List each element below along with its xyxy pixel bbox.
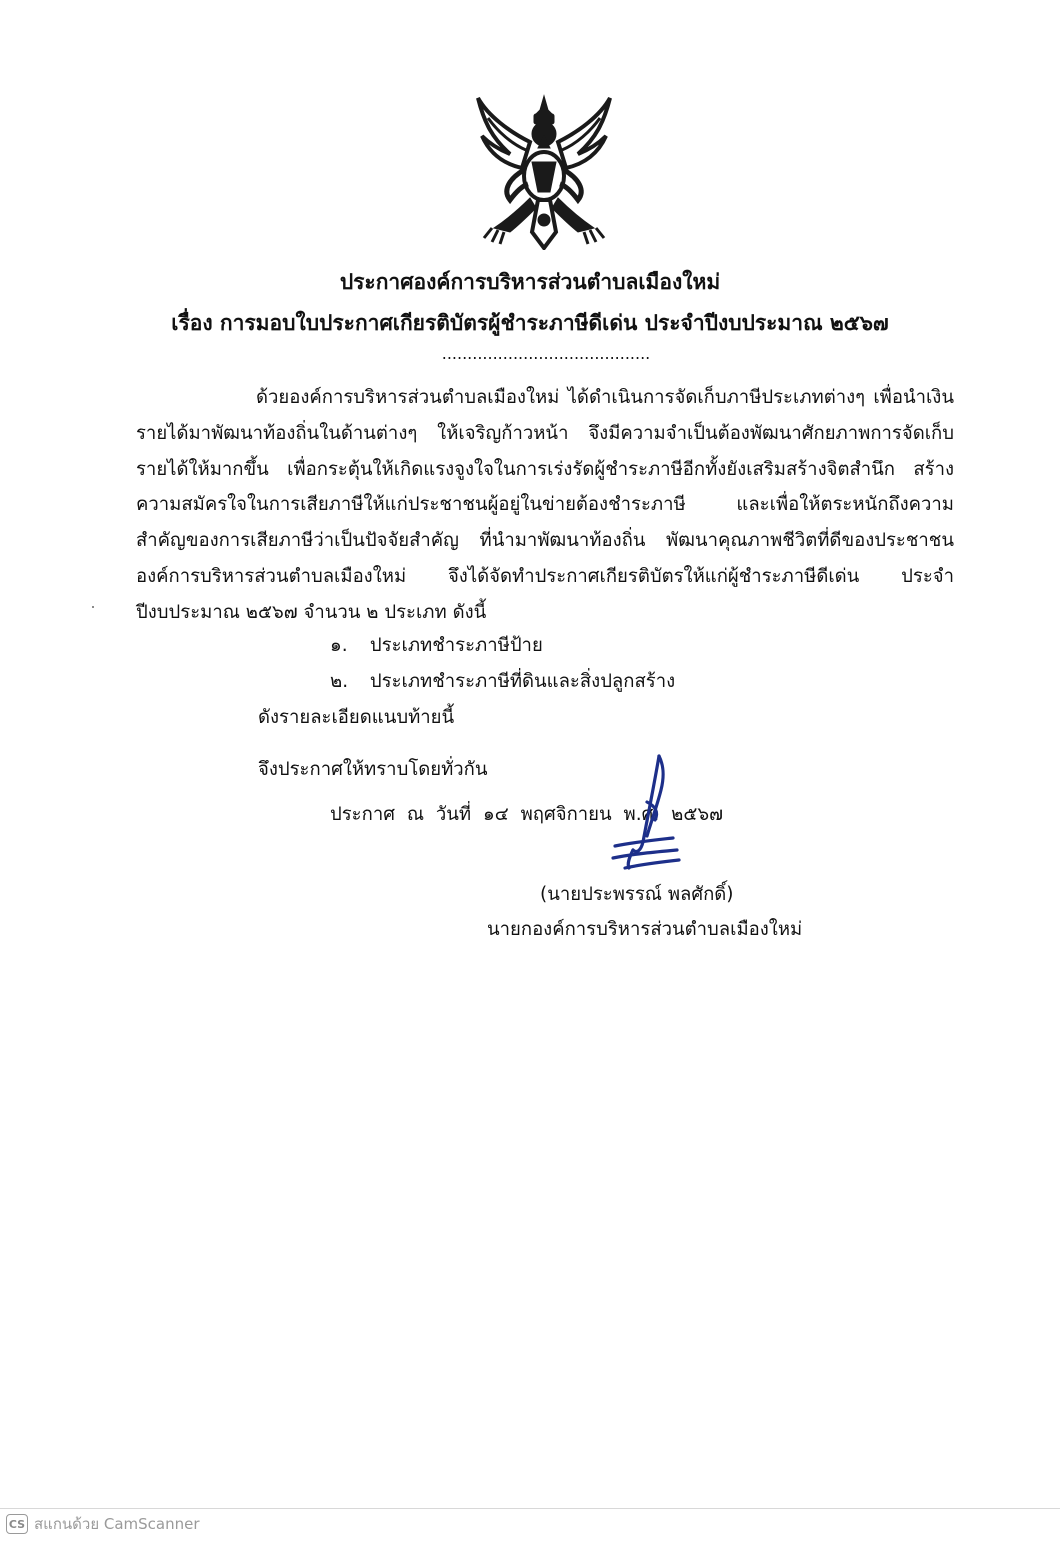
title-separator: .........................................	[441, 344, 651, 363]
signer-position: นายกองค์การบริหารส่วนตำบลเมืองใหม่	[487, 919, 803, 940]
camscanner-footer-text: สแกนด้วย CamScanner	[34, 1515, 200, 1533]
document-subject: เรื่อง การมอบใบประกาศเกียรติบัตรผู้ชำระภาษีดีเด่น ประจำปีงบประมาณ ๒๕๖๗	[171, 311, 889, 335]
camscanner-logo-icon: CS	[6, 1514, 28, 1534]
list-item-label: ประเภทชำระภาษีที่ดินและสิ่งปลูกสร้าง	[369, 671, 676, 692]
list-item-number: ๒.	[330, 671, 349, 692]
garuda-emblem-icon	[470, 92, 618, 250]
signer-name: (นายประพรรณ์ พลศักดิ์)	[540, 884, 734, 905]
footer-divider	[0, 1508, 1060, 1509]
list-item-label: ประเภทชำระภาษีป้าย	[369, 635, 543, 656]
camscanner-footer	[6, 1513, 200, 1535]
scan-speck	[92, 606, 94, 608]
list-item	[330, 628, 675, 664]
body-paragraph-container	[136, 380, 954, 631]
document-title: ประกาศองค์การบริหารส่วนตำบลเมืองใหม่	[339, 270, 721, 294]
announcement-date: ประกาศ ณ วันที่ ๑๔ พฤศจิกายน พ.ศ. ๒๕๖๗	[330, 804, 723, 825]
body-paragraph: ด้วยองค์การบริหารส่วนตำบลเมืองใหม่ ได้ดำเนินการจัดเก็บภาษีประเภทต่างๆ เพื่อนำเงินรายได้มาพัฒนาท้องถิ่นในด้านต่างๆ ให้เจริญก้าวหน้า จึงมีความจำเป็นต้องพัฒนาศักยภาพการจัดเก็บรายได้ให้มากขึ้น เพื่อกระตุ้นให้เกิดแรงจูงใจในการเร่งรัดผู้ชำระภาษีอีกทั้งยังเสริมสร้างจิตสำนึก สร้างความสมัครใจในการเสียภาษีให้แก่ประชาชนผู้อยู่ในข่ายต้องชำระภาษี และเพื่อให้ตระหนักถึงความสำคัญของการเสียภาษีว่าเป็นปัจจัยสำคัญ ที่นำมาพัฒนาท้องถิ่น พัฒนาคุณภาพชีวิตที่ดีของประชาชน องค์การบริหารส่วนตำบลเมืองใหม่ จึงได้จัดทำประกาศเกียรติบัตรให้แก่ผู้ชำระภาษีดีเด่น ประจำปีงบประมาณ ๒๕๖๗ จำนวน ๒ ประเภท ดังนี้	[136, 387, 954, 623]
announce-note: จึงประกาศให้ทราบโดยทั่วกัน	[258, 759, 488, 780]
handwritten-signature	[585, 750, 695, 875]
tax-type-list	[330, 628, 675, 700]
list-item	[330, 664, 675, 700]
detail-note: ดังรายละเอียดแนบท้ายนี้	[258, 707, 455, 728]
list-item-number: ๑.	[330, 635, 348, 656]
